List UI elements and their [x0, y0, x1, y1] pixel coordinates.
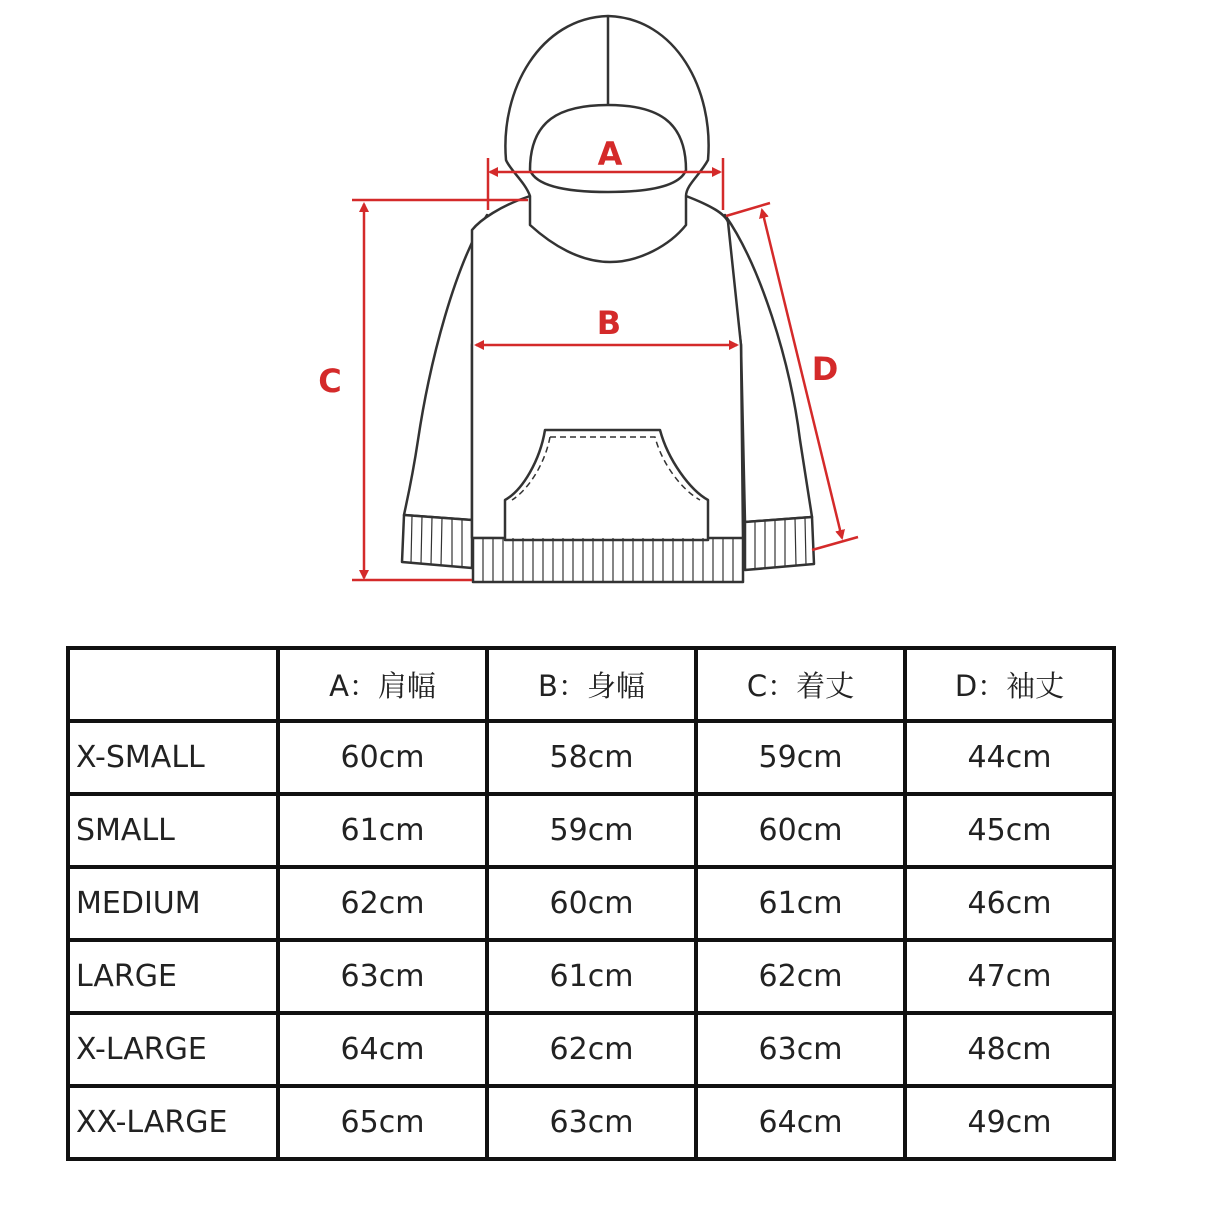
- label-a: A: [597, 135, 623, 173]
- value-cell: 65cm: [278, 1086, 487, 1159]
- size-label: LARGE: [68, 940, 278, 1013]
- value-cell: 48cm: [905, 1013, 1114, 1086]
- value-cell: 44cm: [905, 721, 1114, 794]
- value-cell: 58cm: [487, 721, 696, 794]
- size-label: SMALL: [68, 794, 278, 867]
- size-label: X-LARGE: [68, 1013, 278, 1086]
- table-row: [68, 721, 1114, 794]
- value-cell: 46cm: [905, 867, 1114, 940]
- value-cell: 59cm: [487, 794, 696, 867]
- value-cell: 64cm: [696, 1086, 905, 1159]
- size-label: MEDIUM: [68, 867, 278, 940]
- value-cell: 63cm: [278, 940, 487, 1013]
- header-cell-d: D：袖丈: [905, 648, 1114, 721]
- header-cell-b: B：身幅: [487, 648, 696, 721]
- label-b: B: [596, 304, 622, 342]
- header-cell-empty: [68, 648, 278, 721]
- size-chart-table: [66, 646, 1116, 1161]
- value-cell: 61cm: [696, 867, 905, 940]
- value-cell: 63cm: [487, 1086, 696, 1159]
- value-cell: 60cm: [696, 794, 905, 867]
- label-c: C: [318, 362, 342, 400]
- value-cell: 49cm: [905, 1086, 1114, 1159]
- value-cell: 61cm: [278, 794, 487, 867]
- value-cell: 60cm: [487, 867, 696, 940]
- table-row: [68, 1013, 1114, 1086]
- value-cell: 60cm: [278, 721, 487, 794]
- size-label: X-SMALL: [68, 721, 278, 794]
- value-cell: 62cm: [278, 867, 487, 940]
- value-cell: 59cm: [696, 721, 905, 794]
- value-cell: 64cm: [278, 1013, 487, 1086]
- value-cell: 47cm: [905, 940, 1114, 1013]
- header-cell-c: C：着丈: [696, 648, 905, 721]
- header-cell-a: A：肩幅: [278, 648, 487, 721]
- value-cell: 45cm: [905, 794, 1114, 867]
- table-row: [68, 794, 1114, 867]
- table-header-row: [68, 648, 1114, 721]
- table-row: [68, 1086, 1114, 1159]
- value-cell: 62cm: [487, 1013, 696, 1086]
- hoodie-outline: [402, 16, 814, 582]
- table-row: [68, 940, 1114, 1013]
- table-row: [68, 867, 1114, 940]
- value-cell: 62cm: [696, 940, 905, 1013]
- label-d: D: [811, 350, 839, 388]
- value-cell: 61cm: [487, 940, 696, 1013]
- size-label: XX-LARGE: [68, 1086, 278, 1159]
- value-cell: 63cm: [696, 1013, 905, 1086]
